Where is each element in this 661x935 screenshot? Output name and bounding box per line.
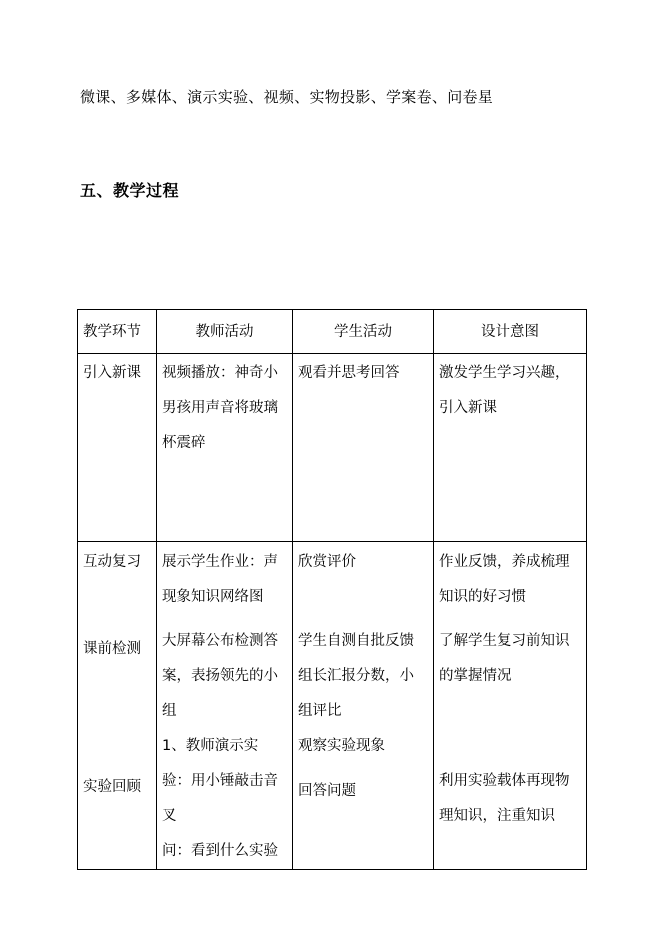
stage-text: 课前检测 <box>83 641 141 657</box>
stage-text: 引入新课 <box>83 365 141 381</box>
intent-text: 激发学生学习兴趣，引入新课 <box>439 365 570 416</box>
header-teacher-activity: 教师活动 <box>157 310 293 354</box>
cell-student <box>293 354 434 542</box>
header-student-activity: 学生活动 <box>293 310 434 354</box>
teacher-text: 展示学生作业：声现象知识网络图 <box>162 554 278 605</box>
stage-text: 实验回顾 <box>83 779 141 795</box>
student-text: 欣赏评价 <box>298 554 356 570</box>
intent-text: 作业反馈，养成梳理知识的好习惯 <box>439 554 570 605</box>
intent-text: 了解学生复习前知识的掌握情况 <box>439 633 570 684</box>
header-design-intent: 设计意图 <box>434 310 587 354</box>
intent-text: 利用实验载体再现物理知识，注重知识 <box>439 773 570 824</box>
teaching-process-table <box>77 309 587 870</box>
teacher-text: 大屏幕公布检测答案，表扬领先的小组 <box>162 633 278 719</box>
cell-intent <box>434 542 587 870</box>
table-row <box>78 354 587 542</box>
cell-stage <box>78 354 157 542</box>
stage-text: 互动复习 <box>83 554 141 570</box>
teacher-text: 1、教师演示实验：用小锤敲击音叉 <box>162 738 278 824</box>
student-text: 组长汇报分数，小组评比 <box>298 668 414 719</box>
teacher-text: 视频播放：神奇小男孩用声音将玻璃杯震碎 <box>162 365 278 451</box>
student-text: 学生自测自批反馈 <box>298 633 414 649</box>
student-text: 回答问题 <box>298 783 356 799</box>
student-text: 观察实验现象 <box>298 738 385 754</box>
student-text: 观看并思考回答 <box>298 365 400 381</box>
cell-intent <box>434 354 587 542</box>
table-header-row <box>78 310 587 354</box>
cell-teacher <box>157 354 293 542</box>
header-stage: 教学环节 <box>78 310 157 354</box>
section-title: 五、教学过程 <box>80 181 180 200</box>
table-row <box>78 542 587 870</box>
cell-student <box>293 542 434 870</box>
teacher-text: 问：看到什么实验 <box>162 843 278 859</box>
cell-teacher <box>157 542 293 870</box>
cell-stage <box>78 542 157 870</box>
teaching-resources-line: 微课、多媒体、演示实验、视频、实物投影、学案卷、问卷星 <box>80 88 494 106</box>
